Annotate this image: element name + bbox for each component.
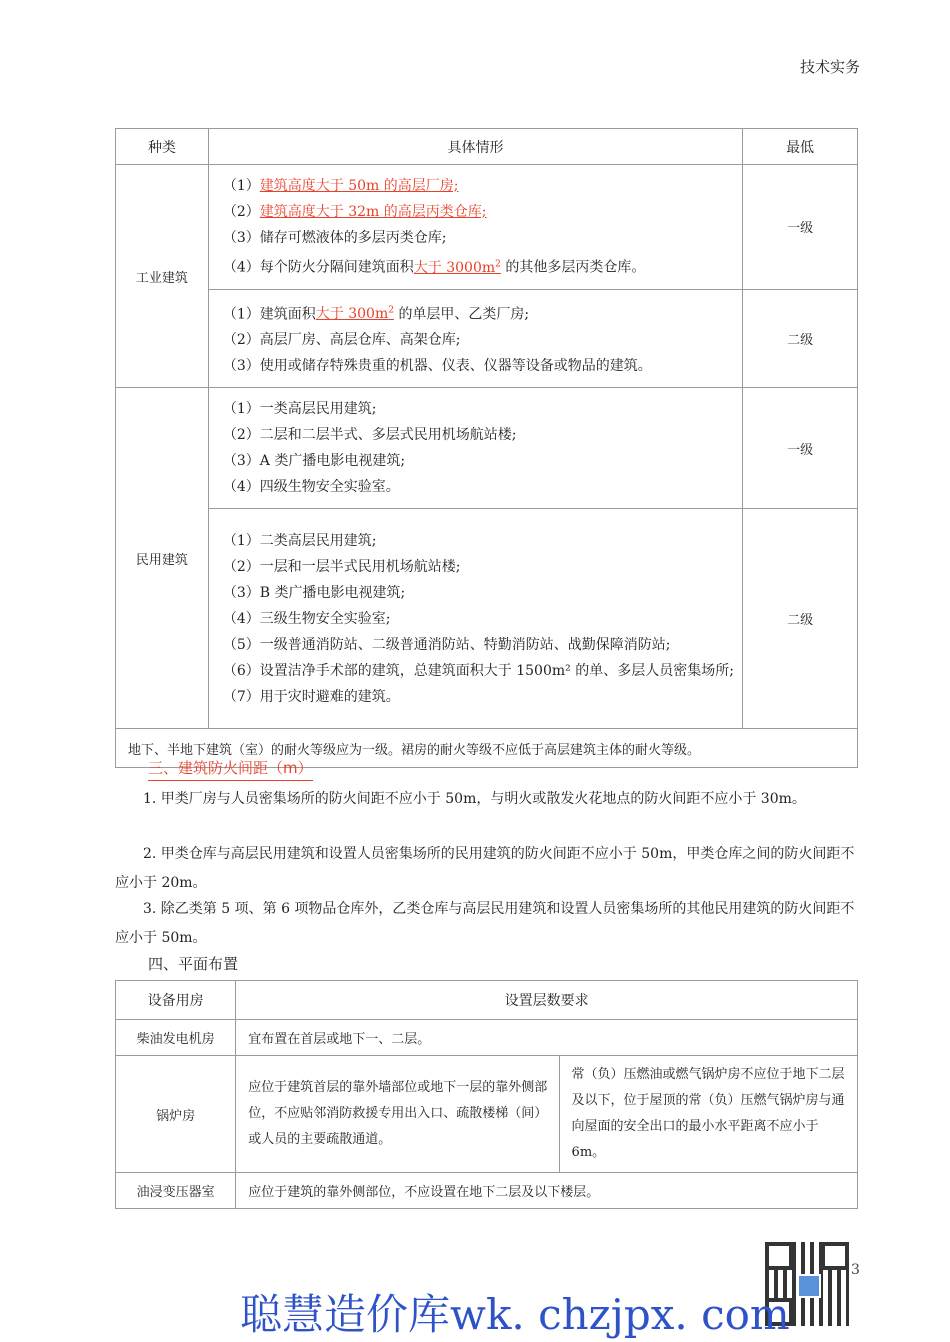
room-name: 锅炉房 [116, 1056, 236, 1173]
section-4-title: 四、平面布置 [148, 955, 239, 973]
qr-corner [821, 1242, 849, 1270]
situation-cell [208, 388, 742, 509]
list-item: （2）一层和一层半式民用机场航站楼; [222, 558, 461, 575]
situation-cell [208, 509, 742, 729]
qr-logo [797, 1274, 821, 1298]
fire-resistance-table [115, 128, 858, 768]
level-cell: 一级 [743, 165, 858, 290]
list-item: （1）二类高层民用建筑; [222, 532, 377, 549]
level-cell: 二级 [743, 289, 858, 388]
list-item: （4）每个防火分隔间建筑面积大于 $3000m^2$ 的其他多层丙类仓库。 [222, 259, 646, 276]
paragraph-1: 1. 甲类厂房与人员密集场所的防火间距不应小于 50m，与明火或散发火花地点的防火间距不应小于 30m。 [143, 791, 806, 807]
room-name: 油浸变压器室 [116, 1173, 236, 1209]
level-cell: 二级 [743, 509, 858, 729]
list-item: （1）建筑面积大于 $300m^2$ 的单层甲、乙类厂房; [222, 305, 530, 323]
page-number: 3 [851, 1262, 860, 1278]
room-requirement-right: 常（负）压燃油或燃气锅炉房不应位于地下二层及以下，位于屋顶的常（负）压燃气锅炉房与通向屋面的安全出口的最小水平距离不应小于 6m。 [559, 1056, 857, 1173]
page-header-title: 技术实务 [799, 58, 860, 76]
watermark-text: 聪慧造价库wk. chzjpx. com [240, 1290, 790, 1339]
list-item: （4）四级生物安全实验室。 [222, 479, 400, 496]
table-row [116, 509, 858, 729]
level-cell: 一级 [743, 388, 858, 509]
col-header-room: 设备用房 [116, 981, 236, 1020]
table-row [116, 1173, 858, 1209]
list-item: （5）一级普通消防站、二级普通消防站、特勤消防站、战勤保障消防站; [222, 636, 671, 653]
table-header-row [116, 981, 858, 1020]
room-requirement: 应位于建筑的靠外侧部位，不应设置在地下二层及以下楼层。 [236, 1173, 858, 1209]
room-name: 柴油发电机房 [116, 1020, 236, 1056]
table-row [116, 388, 858, 509]
category-industrial: 工业建筑 [116, 165, 209, 388]
table-row [116, 165, 858, 290]
list-item: （1）建筑高度大于 50m 的高层厂房; [222, 178, 459, 194]
table-note: 地下、半地下建筑（室）的耐火等级应为一级。裙房的耐火等级不应低于高层建筑主体的耐火等级。 [116, 729, 858, 768]
col-header-level: 最低 [743, 129, 858, 165]
layout-table [115, 980, 858, 1209]
table-row [116, 1056, 858, 1173]
list-item: （3）B 类广播电影电视建筑; [222, 584, 406, 601]
list-item: （6）设置洁净手术部的建筑，总建筑面积大于 1500m² 的单、多层人员密集场所; [222, 662, 734, 679]
list-item: （2）建筑高度大于 32m 的高层丙类仓库; [222, 204, 487, 220]
list-item: （4）三级生物安全实验室; [222, 610, 391, 627]
table-row [116, 289, 858, 388]
table-row [116, 1020, 858, 1056]
room-requirement-left: 应位于建筑首层的靠外墙部位或地下一层的靠外侧部位，不应贴邻消防救援专用出入口、疏散楼梯（间）或人员的主要疏散通道。 [236, 1056, 559, 1173]
qr-corner [765, 1242, 793, 1270]
list-item: （3）使用或储存特殊贵重的机器、仪表、仪器等设备或物品的建筑。 [222, 358, 652, 375]
situation-cell [208, 289, 742, 388]
col-header-situation: 具体情形 [208, 129, 742, 165]
list-item: （2）二层和二层半式、多层式民用机场航站楼; [222, 427, 517, 444]
room-requirement: 宜布置在首层或地下一、二层。 [236, 1020, 858, 1056]
col-header-requirement: 设置层数要求 [236, 981, 858, 1020]
list-item: （3）储存可燃液体的多层丙类仓库; [222, 230, 447, 246]
paragraph-3: 3. 除乙类第 5 项、第 6 项物品仓库外，乙类仓库与高层民用建筑和设置人员密集场所的其他民用建筑的防火间距不应小于 50m。 [115, 901, 855, 946]
section-3-title: 三、建筑防火间距（m） [148, 757, 313, 781]
col-header-category: 种类 [116, 129, 209, 165]
list-item: （3）A 类广播电影电视建筑; [222, 453, 406, 470]
situation-cell [208, 165, 742, 290]
list-item: （2）高层厂房、高层仓库、高架仓库; [222, 332, 461, 349]
list-item: （1）一类高层民用建筑; [222, 401, 377, 418]
paragraph-2: 2. 甲类仓库与高层民用建筑和设置人员密集场所的民用建筑的防火间距不应小于 50m，甲类仓库之间的防火间距不应小于 20m。 [115, 846, 855, 891]
category-civil: 民用建筑 [116, 388, 209, 729]
list-item: （7）用于灾时避难的建筑。 [222, 688, 400, 705]
table-header-row [116, 129, 858, 165]
